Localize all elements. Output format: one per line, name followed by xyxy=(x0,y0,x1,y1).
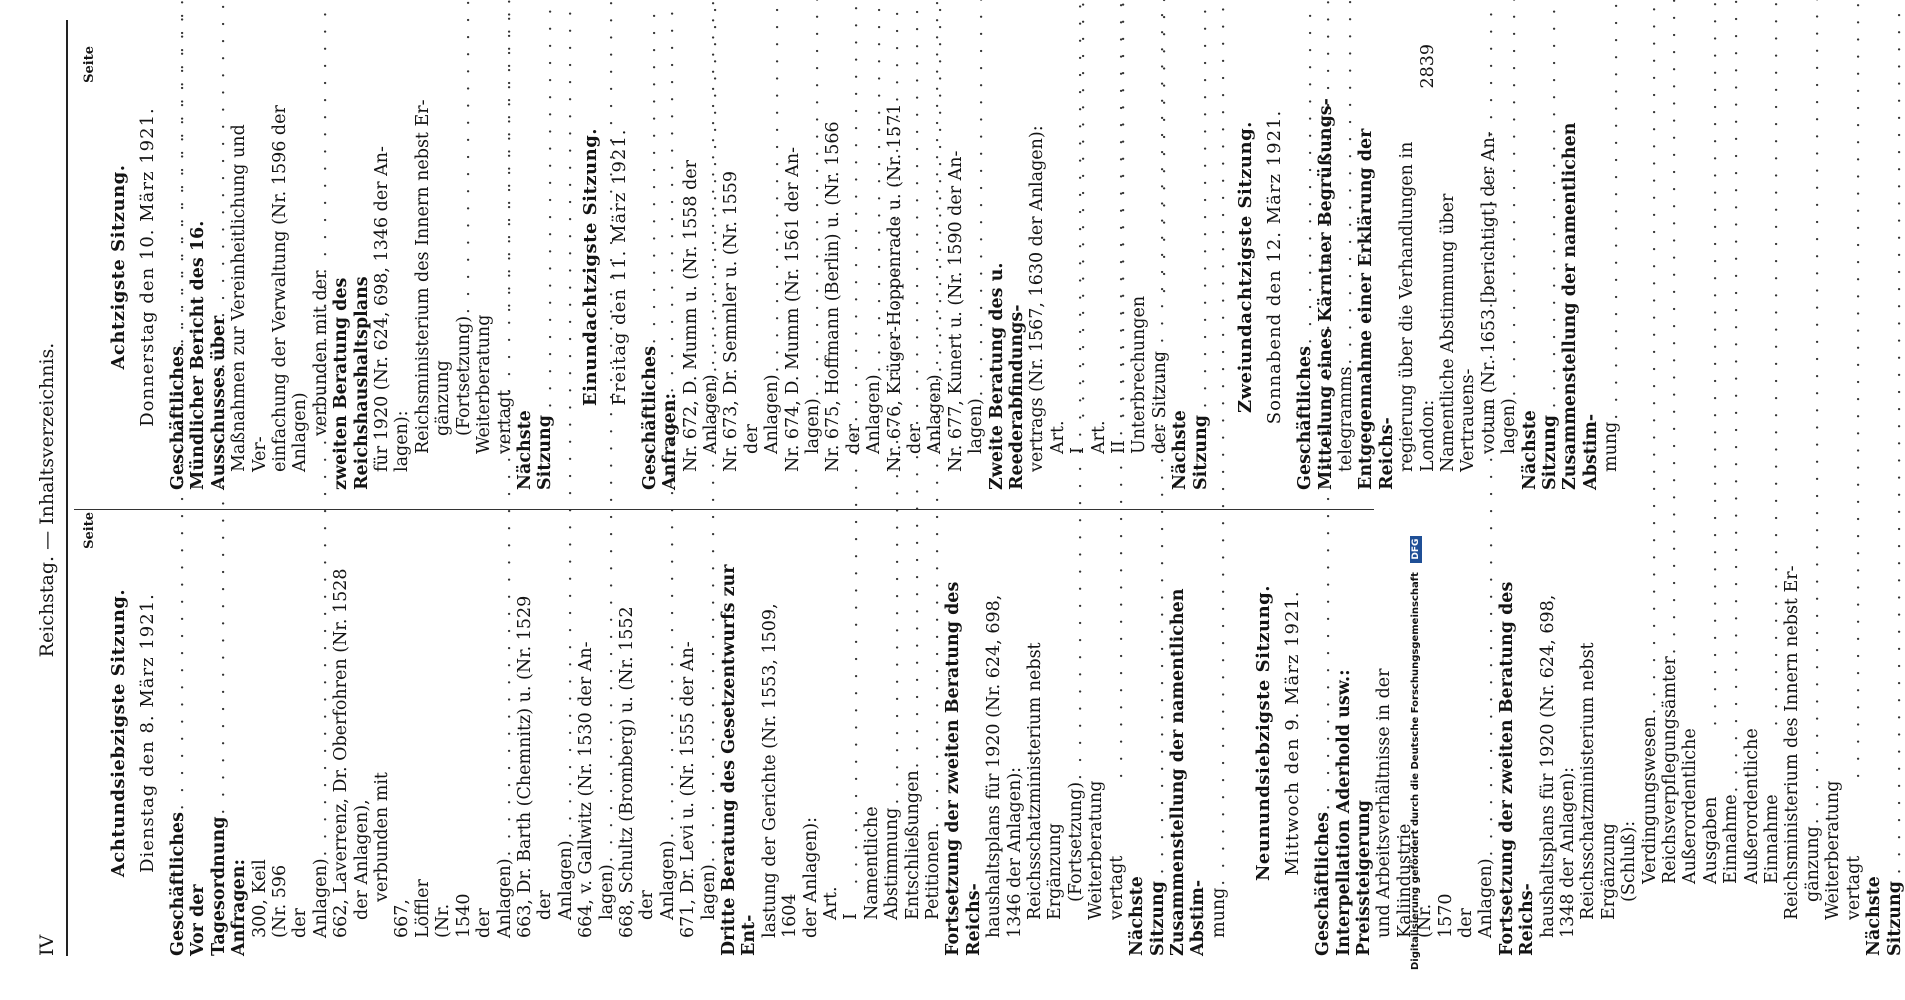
toc-entry xyxy=(1127,510,1168,956)
dot-leader xyxy=(722,90,742,169)
dot-leader xyxy=(1783,556,1803,563)
toc-entry-text: Reichsschatzministerium nebst Ergänzung xyxy=(1578,642,1619,920)
toc-entry-text: Nr. 674, D. Mumm (Nr. 1561 der An- xyxy=(782,147,803,472)
toc-entry xyxy=(597,510,617,956)
toc-entry-text: Interpellation Aderhold usw.: Preissteigerung xyxy=(1333,669,1374,956)
toc-entry xyxy=(783,44,803,490)
toc-entry xyxy=(1823,510,1864,956)
dot-leader xyxy=(311,90,331,269)
toc-entry xyxy=(474,44,515,490)
dot-leader xyxy=(1660,0,1680,654)
toc-entry-text: Nr. 677, Kunert u. (Nr. 1590 der An- xyxy=(945,150,966,472)
toc-entry xyxy=(1640,510,1660,956)
toc-entry xyxy=(803,44,823,490)
toc-entry xyxy=(535,510,576,956)
toc-entry-text: Namentliche Abstimmung xyxy=(861,806,903,920)
toc-entry xyxy=(290,44,310,490)
toc-entry xyxy=(1864,510,1905,956)
toc-entry xyxy=(1803,510,1823,956)
toc-entry xyxy=(862,510,903,956)
session-title: Achtundsiebzigste Sitzung. xyxy=(108,588,129,878)
toc-entry xyxy=(1089,44,1130,490)
dot-leader xyxy=(1109,0,1129,418)
dot-leader xyxy=(1538,556,1558,593)
dot-leader xyxy=(1885,0,1905,874)
toc-entry-text: 671, Dr. Levi u. (Nr. 1555 der An- xyxy=(678,641,699,938)
toc-entry xyxy=(229,44,270,490)
toc-entry xyxy=(229,510,249,956)
toc-entry-text: zweiten Beratung des Reichshaushaltsplans xyxy=(331,276,372,490)
page-number: IV xyxy=(36,934,58,956)
toc-entry xyxy=(903,510,923,956)
dot-leader xyxy=(783,90,803,145)
dot-leader xyxy=(1602,0,1622,420)
toc-entry-text: und Arbeitsverhältnisse in der Kaliindustrie xyxy=(1374,668,1415,938)
toc-entry xyxy=(1782,510,1802,956)
dot-leader xyxy=(824,90,844,119)
dot-leader xyxy=(536,0,556,408)
toc-entry-text: telegramms xyxy=(1335,366,1356,472)
toc-entry xyxy=(1027,44,1047,490)
toc-entry xyxy=(1558,510,1578,956)
toc-entry-text: Maßnahmen zur Vereinheitlichung und Ver- xyxy=(229,124,270,472)
toc-entry-text: Zusammenstellung der namentlichen Abstim- xyxy=(1560,122,1601,490)
toc-entry-text: haushaltsplans für 1920 (Nr. 624, 698, xyxy=(984,594,1005,938)
toc-entry xyxy=(1066,510,1086,956)
toc-entry xyxy=(801,510,821,956)
dot-leader xyxy=(515,556,535,594)
dot-leader xyxy=(332,556,352,567)
toc-entry-text: verbunden mit xyxy=(372,772,393,902)
toc-entry xyxy=(681,44,701,490)
toc-entry xyxy=(1313,510,1333,956)
toc-entry xyxy=(1499,44,1519,490)
dot-leader xyxy=(1191,0,1211,408)
toc-entry-text: Geschäftliches xyxy=(168,346,188,490)
toc-entry xyxy=(1578,510,1619,956)
toc-entry-text: Nr. 675, Hoffmann (Berlin) u. (Nr. 1566 xyxy=(823,121,844,472)
toc-entry-text: Mitteilung eines Kärntner Begrüßungs- xyxy=(1315,98,1336,490)
dfg-logo: DFG xyxy=(1410,536,1422,563)
dot-leader xyxy=(1640,0,1660,714)
dot-leader xyxy=(1005,556,1025,765)
toc-entry xyxy=(885,44,905,490)
toc-entry-text: Reichsministerium des Innern nebst Er- xyxy=(412,99,433,454)
toc-entry-text: Mündlicher Bericht des 16. Ausschusses über xyxy=(188,220,229,490)
toc-entry-text: Außerordentliche Ausgaben xyxy=(1680,728,1721,884)
toc-entry-text: Weiterberatung vertagt xyxy=(1086,780,1127,920)
toc-entry xyxy=(311,44,331,490)
dot-leader xyxy=(372,556,392,770)
toc-entry xyxy=(372,510,392,956)
dot-leader xyxy=(1803,0,1823,824)
header-rule xyxy=(66,20,68,956)
toc-entry-text: Einnahme xyxy=(1721,794,1742,884)
dot-leader xyxy=(230,556,250,857)
toc-entry xyxy=(270,44,290,490)
toc-entry xyxy=(844,44,885,490)
toc-entry-page: 2839 xyxy=(1417,44,1438,89)
dot-leader xyxy=(801,556,821,815)
seite-label: Seite xyxy=(82,512,97,549)
toc-entry xyxy=(678,510,698,956)
toc-entry xyxy=(168,510,188,956)
toc-entry-text: Geschäftliches xyxy=(639,346,660,490)
toc-entry xyxy=(331,510,351,956)
dot-leader xyxy=(1762,0,1782,726)
toc-entry-text: mung xyxy=(1208,887,1229,938)
toc-entry xyxy=(1680,510,1721,956)
toc-entry xyxy=(188,510,229,956)
toc-entry-text: votum (Nr. 1653 [berichtigt] der An- xyxy=(1478,131,1499,454)
dot-leader xyxy=(1069,0,1089,418)
toc-entry-text: Namentliche Abstimmung über Vertrauens- xyxy=(1437,193,1479,472)
session-title: Achtzigste Sitzung. xyxy=(108,164,129,370)
dot-leader xyxy=(1558,556,1578,765)
toc-entry-text: Geschäftliches xyxy=(1295,346,1316,490)
toc-entry-text: Anlagen) xyxy=(290,392,311,472)
toc-entry-text: der Anlagen) xyxy=(905,374,946,454)
toc-entry xyxy=(413,44,433,490)
toc-entry-text: der Anlagen) xyxy=(741,374,783,454)
seite-label: Seite xyxy=(82,46,97,83)
dot-leader xyxy=(1701,0,1721,726)
dot-leader xyxy=(393,90,413,408)
session-date: Freitag den 11. März 1921. xyxy=(608,128,630,406)
dot-leader xyxy=(803,0,823,396)
toc-entry-text: lagen): xyxy=(392,410,413,472)
session-date: Sonnabend den 12. März 1921. xyxy=(1264,109,1286,425)
toc-entry xyxy=(1209,510,1229,956)
toc-entry xyxy=(823,44,843,490)
toc-entry-text: gänzung (Fortsetzung) xyxy=(433,315,474,436)
toc-entry-text: Entgegennahme einer Erklärung der Reichs- xyxy=(1356,128,1397,490)
toc-entry-text: Verdingungswesen xyxy=(1639,716,1660,884)
toc-entry xyxy=(250,510,332,956)
dot-leader xyxy=(413,90,433,97)
dot-leader xyxy=(1336,0,1356,364)
toc-entry-text: 664, v. Gallwitz (Nr. 1530 der An- xyxy=(576,641,597,938)
dot-leader xyxy=(679,556,699,639)
dot-leader xyxy=(640,0,660,344)
dot-leader xyxy=(454,0,474,314)
toc-entry xyxy=(515,44,556,490)
toc-entry-text: der Anlagen) xyxy=(637,840,678,920)
toc-entry-text: Nächste Sitzung xyxy=(1519,410,1560,490)
dot-leader xyxy=(1620,556,1640,819)
toc-entry-text: 300, Keil (Nr. 596 der Anlagen) xyxy=(249,858,331,938)
dot-leader xyxy=(291,90,311,390)
toc-entry-text: lagen) xyxy=(802,398,823,454)
toc-entry xyxy=(640,44,660,490)
toc-entry xyxy=(905,44,946,490)
toc-entry xyxy=(392,44,412,490)
dot-leader xyxy=(946,90,966,149)
toc-entry xyxy=(742,44,783,490)
dot-leader xyxy=(661,90,681,391)
session-date: Dienstag den 8. März 1921. xyxy=(137,593,158,873)
session-title: Einundachtzigste Sitzung. xyxy=(579,127,601,407)
toc-entry-text: (Schluß): xyxy=(1619,820,1640,902)
toc-entry-text: 663, Dr. Barth (Chemnitz) u. (Nr. 1529 xyxy=(514,595,535,938)
dot-leader xyxy=(372,90,392,144)
toc-entry-text: Nächste Sitzung xyxy=(1864,876,1905,956)
dot-leader xyxy=(495,0,515,313)
session-title: Neunundsiebzigste Sitzung. xyxy=(1253,584,1275,882)
dfg-credit-text: Digitalisierung gefördert durch die Deutsche Forschungsgemeinschaft xyxy=(1410,572,1421,970)
toc-entry xyxy=(576,510,596,956)
dot-leader xyxy=(1316,90,1336,96)
toc-entry-text: Entschließungen xyxy=(902,770,923,920)
toc-entry-text: Reichsministerium des Innern nebst Er- xyxy=(1782,565,1803,920)
toc-entry-text: der Anlagen) xyxy=(843,374,885,454)
dot-leader xyxy=(763,0,783,372)
toc-entry-text: 667, Löffler (Nr. 1540 der Anlagen) xyxy=(392,858,515,938)
toc-entry-text: vertrags (Nr. 1567, 1630 der Anlagen): xyxy=(1027,125,1048,472)
toc-entry-text: Fortsetzung der zweiten Beratung des Reichs- xyxy=(1496,581,1538,956)
toc-entry-text: Geschäftliches xyxy=(168,812,188,956)
dot-leader xyxy=(681,90,701,158)
toc-entry xyxy=(721,44,741,490)
toc-entry xyxy=(1415,510,1497,956)
toc-entry xyxy=(168,44,188,490)
dot-leader xyxy=(1500,0,1520,396)
dot-leader xyxy=(1844,0,1864,779)
toc-entry-text: haushaltsplans für 1920 (Nr. 624, 698, xyxy=(1537,594,1558,938)
toc-entry-text: 1346 der Anlagen): xyxy=(1004,766,1025,938)
toc-entry-text: (Fortsetzung) xyxy=(1065,781,1086,902)
toc-entry-text: Weiterberatung vertagt xyxy=(474,314,515,454)
toc-entry xyxy=(760,510,801,956)
toc-entry xyxy=(966,44,986,490)
toc-entry-text: (Nr. 1570 der Anlagen) xyxy=(1415,858,1497,938)
toc-entry-text: lastung der Gerichte (Nr. 1553, 1509, 1604 xyxy=(759,603,801,938)
toc-entry xyxy=(392,510,514,956)
toc-entry xyxy=(1316,44,1336,490)
right-column xyxy=(82,44,1622,490)
dot-leader xyxy=(270,90,290,103)
toc-entry-text: verbunden mit der xyxy=(310,270,331,436)
toc-entry-text: Reichsverpflegungsämter xyxy=(1660,656,1681,884)
running-title: Reichstag. — Inhaltsverzeichnis. xyxy=(36,342,58,658)
toc-entry xyxy=(1721,510,1741,956)
toc-entry xyxy=(1048,44,1089,490)
dot-leader xyxy=(1150,0,1170,294)
toc-entry-text: Dritte Beratung des Gesetzentwurfs zur Ent- xyxy=(718,564,760,956)
toc-entry-text: lagen) xyxy=(966,398,987,454)
toc-entry xyxy=(188,44,229,490)
toc-entry-text: Vor der Tagesordnung xyxy=(188,816,229,956)
toc-entry xyxy=(1601,44,1621,490)
toc-entry xyxy=(617,510,637,956)
toc-entry xyxy=(1479,44,1499,490)
toc-entry-text: Geschäftliches xyxy=(1313,812,1334,956)
dot-leader xyxy=(1296,0,1316,344)
dot-leader xyxy=(1540,0,1560,408)
toc-entry xyxy=(1005,510,1025,956)
toc-entry-text: Art. II xyxy=(1088,420,1130,454)
toc-entry xyxy=(1170,44,1211,490)
toc-entry xyxy=(1336,44,1356,490)
dfg-credit xyxy=(1410,30,1422,970)
toc-entry xyxy=(372,44,392,490)
toc-entry xyxy=(1538,510,1558,956)
dot-leader xyxy=(926,0,946,372)
toc-entry-text: Nächste Sitzung xyxy=(514,410,556,490)
toc-entry xyxy=(637,510,678,956)
toc-entry xyxy=(946,44,966,490)
toc-entry-text: lagen) xyxy=(596,864,617,920)
toc-entry xyxy=(660,44,680,490)
toc-entry-text: der Anlagen) xyxy=(535,840,576,920)
toc-entry xyxy=(699,510,719,956)
toc-entry xyxy=(1025,510,1066,956)
toc-entry-text: einfachung der Verwaltung (Nr. 1596 der xyxy=(270,105,291,472)
toc-entry xyxy=(719,510,760,956)
toc-entry xyxy=(515,510,535,956)
toc-entry-text: Anfragen: xyxy=(229,859,250,956)
toc-entry-text: 1348 der Anlagen): xyxy=(1558,766,1578,938)
toc-entry-text: Nr. 673, Dr. Semmler u. (Nr. 1559 xyxy=(721,170,742,472)
toc-entry-text: Anlagen) xyxy=(700,374,721,454)
toc-entry-text: der Anlagen): xyxy=(800,817,821,938)
toc-entry xyxy=(352,510,372,956)
dot-leader xyxy=(865,0,885,372)
toc-entry-text: mung xyxy=(1601,421,1622,472)
dot-leader xyxy=(985,556,1005,593)
toc-entry-text: Zusammenstellung der namentlichen Abstim- xyxy=(1167,588,1209,956)
toc-entry xyxy=(1560,44,1601,490)
toc-entry xyxy=(923,510,943,956)
toc-entry xyxy=(1334,510,1375,956)
toc-entry xyxy=(701,44,721,490)
toc-entry xyxy=(1168,510,1209,956)
toc-entry xyxy=(1520,44,1561,490)
toc-entry xyxy=(1497,510,1538,956)
toc-entry-text: Reichsschatzministerium nebst Ergänzung xyxy=(1025,642,1066,920)
toc-entry-text: Nr. 676, Krüger-Hoppenrade u. (Nr. 1571 xyxy=(884,103,905,472)
toc-entry-text: Nächste Sitzung xyxy=(1170,410,1211,490)
toc-entry xyxy=(433,44,474,490)
dot-leader xyxy=(967,0,987,396)
toc-entry xyxy=(984,510,1004,956)
toc-entry-text: Art. I xyxy=(1047,420,1089,454)
toc-entry-text: Weiterberatung vertagt xyxy=(1823,780,1864,920)
toc-entry-text: Art. I xyxy=(821,886,862,920)
toc-entry-text: regierung über die Verhandlungen in London: xyxy=(1397,141,1438,472)
toc-entry-text: 662, Laverrenz, Dr. Oberfohren (Nr. 1528 xyxy=(331,568,352,938)
dot-leader xyxy=(1722,0,1742,792)
session-title: Zweiundachtzigste Sitzung. xyxy=(1235,121,1257,413)
toc-entry xyxy=(987,44,1028,490)
toc-entry-text: Zweite Beratung des u. Reederabfindungs- xyxy=(986,262,1028,490)
toc-entry-text: Nr. 672, D. Mumm u. (Nr. 1558 der xyxy=(680,159,701,472)
toc-entry-text: lagen) xyxy=(1499,398,1520,454)
toc-entry xyxy=(943,510,984,956)
toc-entry-text: der Anlagen), xyxy=(351,799,372,920)
toc-entry xyxy=(1660,510,1680,956)
dot-leader xyxy=(352,556,372,797)
toc-entry-text: Außerordentliche Einnahme xyxy=(1741,728,1783,884)
dot-leader xyxy=(168,0,188,344)
dot-leader xyxy=(701,0,721,372)
toc-entry xyxy=(1295,44,1315,490)
dot-leader xyxy=(1028,90,1048,123)
toc-entry-text: lagen) xyxy=(698,864,719,920)
toc-entry xyxy=(1619,510,1639,956)
toc-entry-text: Fortsetzung der zweiten Beratung des Reichs- xyxy=(943,581,984,956)
dot-leader xyxy=(1479,90,1499,129)
dot-leader xyxy=(577,556,597,639)
toc-entry xyxy=(1086,510,1127,956)
left-column xyxy=(82,510,1905,956)
session-date: Donnerstag den 10. März 1921. xyxy=(137,107,158,427)
toc-entry xyxy=(1129,44,1170,490)
toc-entry xyxy=(821,510,862,956)
dot-leader xyxy=(617,556,637,604)
toc-entry xyxy=(1356,44,1397,490)
toc-entry xyxy=(331,44,372,490)
session-date: Mittwoch den 9. März 1921. xyxy=(1282,590,1304,876)
toc-entry-text: für 1920 (Nr. 624, 698, 1346 der An- xyxy=(372,146,393,472)
toc-entry xyxy=(1742,510,1783,956)
toc-entry-text: Nächste Sitzung xyxy=(1127,876,1168,956)
toc-entry xyxy=(1438,44,1479,490)
toc-entry-text: Anfragen: xyxy=(660,393,681,490)
toc-entry-text: Petitionen xyxy=(923,829,944,920)
dot-leader xyxy=(885,90,905,102)
toc-entry-text: Unterbrechungen der Sitzung xyxy=(1129,295,1170,454)
toc-entry-text: 668, Schultz (Bromberg) u. (Nr. 1552 xyxy=(616,606,637,938)
toc-entry-text: gänzung xyxy=(1802,826,1823,902)
